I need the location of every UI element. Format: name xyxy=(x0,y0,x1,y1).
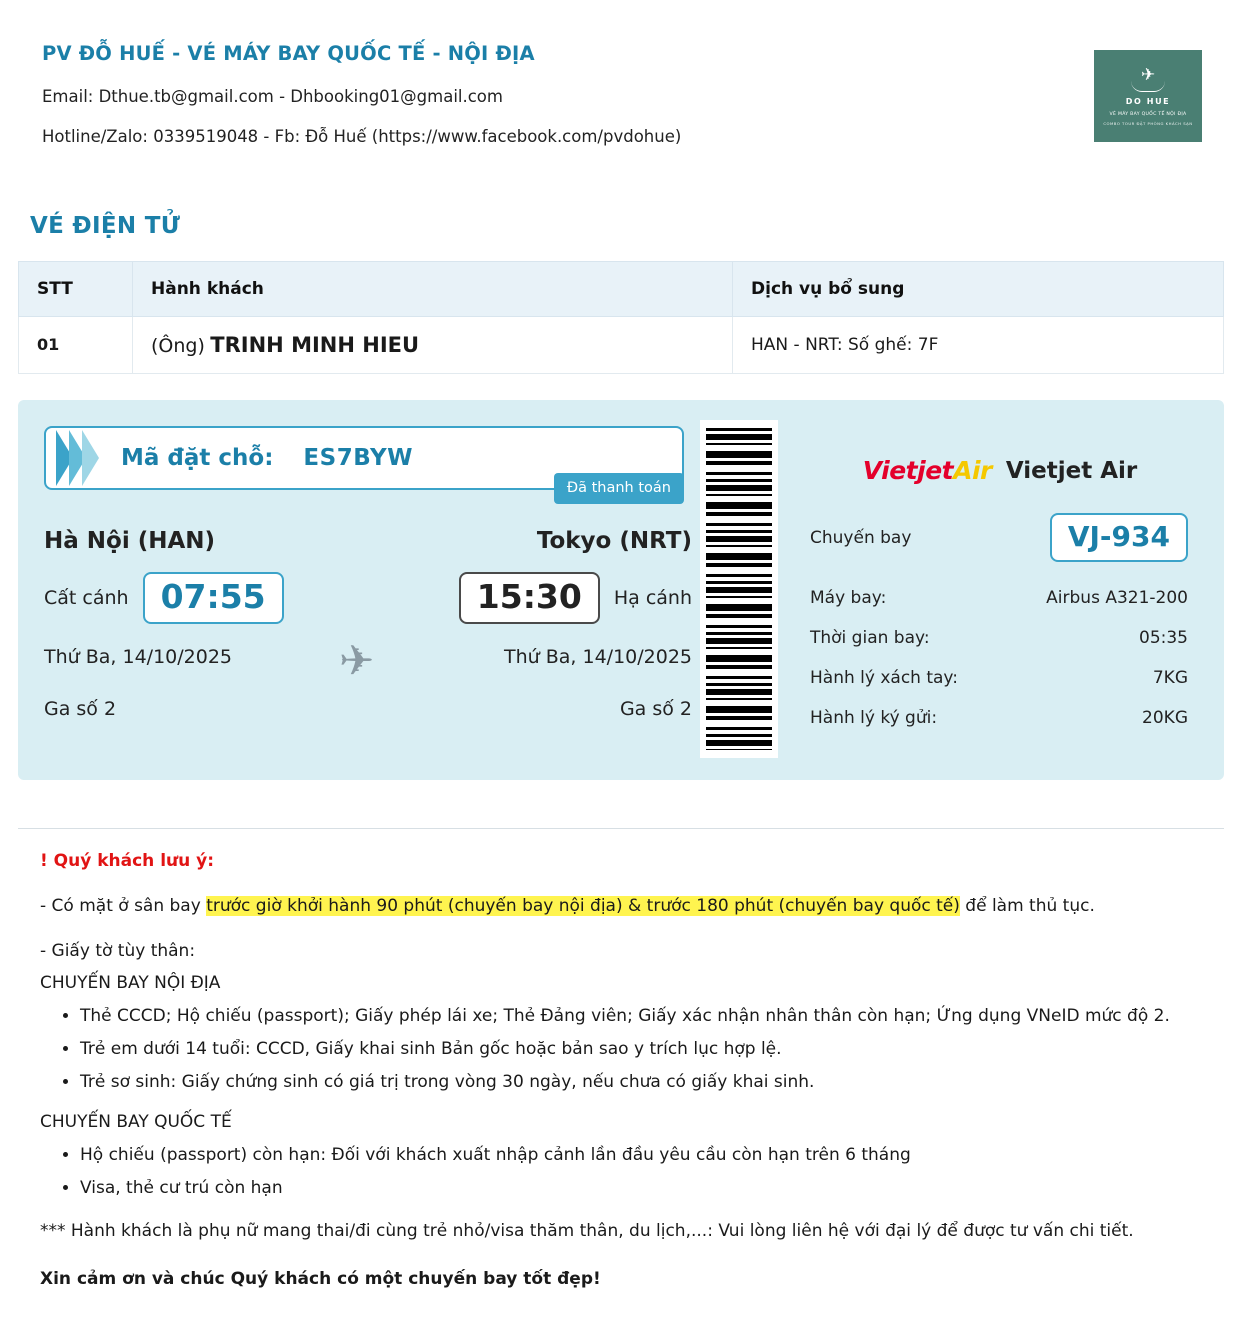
cell-passenger xyxy=(133,317,733,374)
airline-branding xyxy=(808,456,1192,485)
origin-city: Hà Nội (HAN) xyxy=(44,528,216,554)
departure-group xyxy=(44,572,284,624)
status-badge: Đã thanh toán xyxy=(554,473,684,504)
agency-info xyxy=(42,28,681,167)
column-header-passenger: Hành khách xyxy=(133,262,733,317)
departure-label: Cất cánh xyxy=(44,586,129,609)
agency-title: PV ĐỖ HUẾ - VÉ MÁY BAY QUỐC TẾ - NỘI ĐỊA xyxy=(42,42,535,65)
barcode-stripes xyxy=(706,428,772,750)
airplane-icon: ✈ xyxy=(339,635,375,685)
swoosh-decoration xyxy=(1131,81,1165,92)
boarding-pass-card xyxy=(18,400,1224,780)
thanks-message: Xin cảm ơn và chúc Quý khách có một chuyến bay tốt đẹp! xyxy=(40,1268,601,1289)
column-header-services: Dịch vụ bổ sung xyxy=(733,262,1224,317)
arrival-note-highlight: trước giờ khởi hành 90 phút (chuyến bay nội địa) & trước 180 phút (chuyến bay quốc tế) xyxy=(206,896,960,916)
arrival-time: 15:30 xyxy=(459,572,600,624)
passenger-table xyxy=(18,261,1224,374)
international-flight-heading: CHUYẾN BAY QUỐC TẾ xyxy=(40,1111,232,1132)
destination-city: Tokyo (NRT) xyxy=(536,528,692,554)
flight-number-value: VJ-934 xyxy=(1050,513,1188,562)
flight-itinerary xyxy=(36,420,696,758)
departure-date: Thứ Ba, 14/10/2025 xyxy=(44,645,232,668)
barcode xyxy=(700,420,778,758)
agency-logo xyxy=(1094,50,1202,142)
flight-number-row xyxy=(808,513,1192,562)
checked-baggage-value: 20KG xyxy=(1142,708,1188,728)
vietjet-logo-part1: Vietjet xyxy=(862,456,954,485)
arrival-note-prefix: - Có mặt ở sân bay xyxy=(40,896,207,916)
table-header-row xyxy=(19,262,1224,317)
chevron-decoration-icon xyxy=(46,428,99,488)
document-header xyxy=(18,28,1224,167)
list-item: • Trẻ em dưới 14 tuổi: CCCD, Giấy khai sinh Bản gốc hoặc bản sao y trích lục hợp lệ. xyxy=(80,1038,1212,1061)
arrival-date: Thứ Ba, 14/10/2025 xyxy=(504,645,692,668)
departure-time: 07:55 xyxy=(143,572,284,624)
checked-baggage-row xyxy=(808,708,1192,728)
column-header-stt: STT xyxy=(19,262,133,317)
duration-row xyxy=(808,628,1192,648)
aircraft-label: Máy bay: xyxy=(810,588,887,608)
cell-services: HAN - NRT: Số ghế: 7F xyxy=(733,317,1224,374)
aircraft-row xyxy=(808,588,1192,608)
vietjet-logo-part2: Air xyxy=(953,456,992,485)
flight-details xyxy=(792,420,1206,758)
passenger-title-prefix: (Ông) xyxy=(151,335,205,357)
carry-on-row xyxy=(808,668,1192,688)
special-passenger-note: *** Hành khách là phụ nữ mang thai/đi cùng trẻ nhỏ/visa thăm thân, du lịch,...: Vui lòng liên hệ với đại lý để được tư vấn chi tiết. xyxy=(40,1220,1134,1241)
logo-name: DO HUE xyxy=(1125,96,1171,106)
checked-baggage-label: Hành lý ký gửi: xyxy=(810,708,938,728)
domestic-documents-list xyxy=(40,1005,1212,1094)
route-row xyxy=(44,528,696,554)
page-title: VÉ ĐIỆN TỬ xyxy=(30,213,181,239)
carry-on-value: 7KG xyxy=(1152,668,1188,688)
table-row xyxy=(19,317,1224,374)
arrival-label: Hạ cánh xyxy=(613,586,692,609)
aircraft-value: Airbus A321-200 xyxy=(1046,588,1188,608)
dates-row xyxy=(44,635,696,685)
duration-value: 05:35 xyxy=(1139,628,1188,648)
arrival-group xyxy=(459,572,692,624)
domestic-flight-heading: CHUYẾN BAY NỘI ĐỊA xyxy=(40,972,221,993)
booking-code-label: Mã đặt chỗ: xyxy=(121,445,274,471)
passenger-name: TRINH MINH HIEU xyxy=(210,333,420,357)
arrival-terminal: Ga số 2 xyxy=(619,697,692,720)
notes-section xyxy=(18,828,1224,1309)
flight-number-label: Chuyến bay xyxy=(810,527,912,548)
logo-subtitle-1: VÉ MÁY BAY QUỐC TẾ NỘI ĐỊA xyxy=(1109,111,1187,117)
departure-terminal: Ga số 2 xyxy=(44,697,117,720)
agency-email-line: Email: Dthue.tb@gmail.com - Dhbooking01@gmail.com xyxy=(42,87,503,106)
times-row xyxy=(44,572,696,624)
duration-label: Thời gian bay: xyxy=(810,628,930,648)
list-item: • Thẻ CCCD; Hộ chiếu (passport); Giấy phép lái xe; Thẻ Đảng viên; Giấy xác nhận nhân thân còn hạn; Ứng dụng VNeID mức độ 2. xyxy=(80,1005,1212,1028)
carry-on-label: Hành lý xách tay: xyxy=(810,668,958,688)
terminals-row xyxy=(44,698,696,720)
arrival-note xyxy=(40,895,1212,918)
notes-title: ! Quý khách lưu ý: xyxy=(40,851,215,871)
list-item: • Hộ chiếu (passport) còn hạn: Đối với khách xuất nhập cảnh lần đầu yêu cầu còn hạn trên 6 tháng xyxy=(80,1144,1212,1167)
arrival-note-suffix: để làm thủ tục. xyxy=(959,896,1095,916)
list-item: • Visa, thẻ cư trú còn hạn xyxy=(80,1177,1212,1200)
booking-code-value: ES7BYW xyxy=(303,445,413,471)
documents-note: - Giấy tờ tùy thân: xyxy=(40,940,196,961)
passenger-index: 01 xyxy=(37,335,60,354)
airplane-icon: ✈ xyxy=(1140,64,1156,85)
agency-hotline-line: Hotline/Zalo: 0339519048 - Fb: Đỗ Huế (https://www.facebook.com/pvdohue) xyxy=(42,127,682,146)
airline-name: Vietjet Air xyxy=(1005,457,1138,484)
vietjet-logo-icon xyxy=(863,456,992,485)
booking-code-bar xyxy=(44,426,684,496)
logo-subtitle-2: COMBO TOUR ĐẶT PHÒNG KHÁCH SẠN xyxy=(1103,120,1193,126)
international-documents-list xyxy=(40,1144,1212,1200)
list-item: • Trẻ sơ sinh: Giấy chứng sinh có giá trị trong vòng 30 ngày, nếu chưa có giấy khai sinh. xyxy=(80,1071,1212,1094)
cell-stt xyxy=(19,317,133,374)
